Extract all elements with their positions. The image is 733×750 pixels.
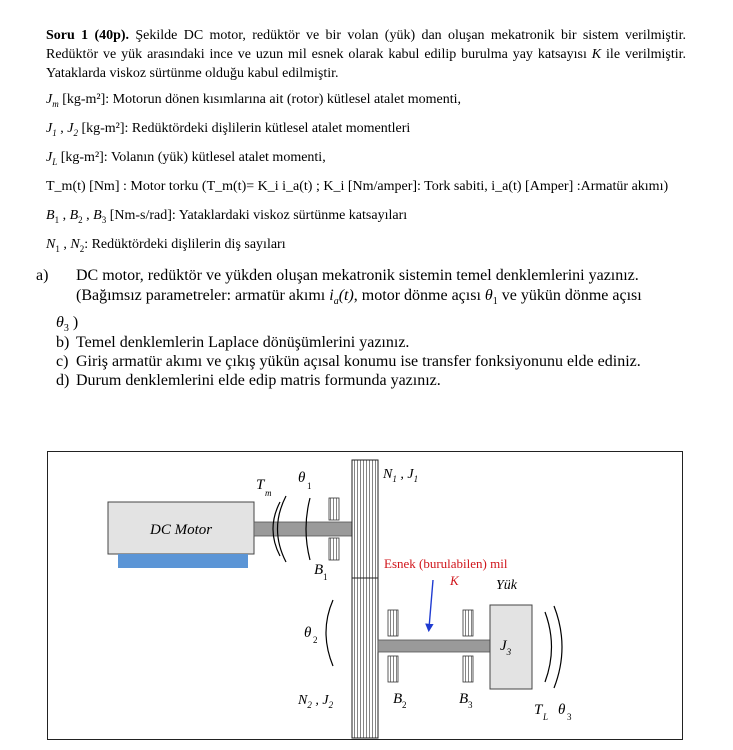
- b2-label: B: [393, 691, 403, 707]
- motor-shaft: [254, 522, 352, 536]
- tl-subscript: L: [543, 712, 549, 722]
- system-diagram: [48, 452, 684, 741]
- question-a: a) DC motor, redüktör ve yükden oluşan mekatronik sistemin temel denklemlerini yazınız. (Bağımsız parametreler: armatür akımı $i_a(t)$, motor dönme açısı $\theta_1$ ve yükün dönme açısı $\theta_3$ ): [36, 267, 642, 335]
- load-label: Yük: [496, 578, 517, 593]
- tm-label: T: [256, 477, 265, 493]
- question-c: [56, 352, 676, 372]
- n1-j1-label: $N_1$ , $J_1$: [383, 467, 419, 484]
- b3-label: B: [459, 691, 469, 707]
- bearing-b1-bottom: [329, 538, 339, 560]
- def-n-text: : Redüktördeki dişlilerin diş sayıları: [84, 237, 286, 252]
- question-d-label: d): [56, 372, 70, 389]
- bearing-b3-top: [463, 610, 473, 636]
- load-torque-arc-2: [554, 606, 562, 688]
- question-a-text: DC motor, redüktör ve yükden oluşan mekatronik sistemin temel denklemlerini yazınız.: [76, 267, 639, 284]
- bearing-b2-bottom: [388, 656, 398, 682]
- tm-subscript: m: [265, 488, 272, 498]
- load-torque-arc-1: [545, 612, 552, 682]
- question-a-label: a): [36, 267, 49, 284]
- bearing-b2-top: [388, 610, 398, 636]
- def-jl-symbol: J: [46, 150, 53, 165]
- def-j1-j2: $J_1$ , $J_2$ [kg-m²]: Redüktördeki dişlilerin kütlesel atalet momentleri: [46, 121, 411, 138]
- problem-title: Soru 1 (40p).: [46, 28, 130, 43]
- question-b: [56, 333, 676, 353]
- theta2-subscript: 2: [313, 635, 318, 645]
- question-a-params-3: ve yükün dönme açısı: [501, 287, 642, 304]
- def-j2-sub: 2: [73, 127, 78, 138]
- theta3-subscript: 3: [567, 712, 572, 722]
- question-a-params-2: , motor dönme açısı: [353, 287, 481, 304]
- intro-k-symbol: K: [591, 47, 602, 62]
- theta1-subscript: 1: [307, 481, 312, 491]
- intro-tail: ile verilmiştir. Yataklarda viskoz sürtünme olduğu kabul edilmiştir.: [46, 47, 687, 81]
- question-d: [56, 371, 676, 391]
- mechatronic-system-figure: [47, 451, 683, 740]
- def-jl-text: [kg-m²]: Volanın (yük) kütlesel atalet momenti,: [57, 150, 326, 165]
- def-jl: [46, 148, 686, 172]
- question-b-label: b): [56, 334, 70, 351]
- theta2-label: θ: [304, 625, 312, 641]
- n2-j2-label: $N_2$ , $J_2$: [298, 693, 334, 710]
- problem-intro: [46, 26, 686, 83]
- bearing-b3-bottom: [463, 656, 473, 682]
- def-jm: [46, 90, 686, 114]
- dc-motor-label: DC Motor: [150, 522, 213, 538]
- def-b: $B_1$ , $B_2$ , $B_3$ [Nm-s/rad]: Yataklardaki viskoz sürtünme katsayıları: [46, 208, 408, 225]
- gear-n1: [352, 460, 378, 578]
- def-jm-sub: m: [52, 98, 59, 109]
- question-a-params-1: (Bağımsız parametreler: armatür akımı: [76, 287, 326, 304]
- def-n: $N_1$ , $N_2$: Redüktördeki dişlilerin diş sayıları: [46, 237, 286, 254]
- flexible-shaft: [378, 640, 490, 652]
- intro-text: Şekilde DC motor, redüktör ve bir volan (yük) dan oluşan mekatronik bir sistem verilmiştir. Redüktör ve yük arasındaki ince ve uzun mil esnek olarak kabul edilip burulma yay katsayısı: [46, 28, 686, 62]
- def-j1-sub: 1: [52, 127, 57, 138]
- b2-subscript: 2: [402, 700, 407, 710]
- def-b-text: [Nm-s/rad]: Yataklardaki viskoz sürtünme katsayıları: [106, 208, 408, 223]
- def-tm-text: T_m(t) [Nm] : Motor torku (T_m(t)= K_i i_a(t) ; K_i [Nm/amper]: Tork sabiti, i_a(t) [Amper] :Armatür akımı): [46, 179, 669, 194]
- motor-base: [118, 554, 248, 568]
- k-label: K: [450, 573, 459, 588]
- def-j1-j2-text: [kg-m²]: Redüktördeki dişlilerin kütlesel atalet momentleri: [77, 121, 411, 136]
- theta1-label: θ: [298, 470, 306, 486]
- k-pointer-arrow: [429, 580, 433, 628]
- def-j2-symbol: J: [67, 121, 74, 136]
- j3-label: $J_3$: [500, 638, 512, 657]
- def-j1-symbol: J: [46, 121, 53, 136]
- question-b-text: Temel denklemlerin Laplace dönüşümlerini yazınız.: [76, 334, 410, 351]
- tl-label: T: [534, 702, 543, 718]
- question-c-text: Giriş armatür akımı ve çıkış yükün açısal konumu ise transfer fonksiyonunu elde ediniz.: [76, 353, 641, 370]
- theta2-arc: [326, 600, 333, 666]
- b1-subscript: 1: [323, 572, 328, 582]
- flexible-shaft-label: Esnek (burulabilen) mil: [384, 556, 508, 571]
- b3-subscript: 3: [468, 700, 473, 710]
- question-c-label: c): [56, 353, 69, 370]
- gear-n2: [352, 578, 378, 738]
- def-jl-sub: L: [52, 156, 58, 167]
- def-tm: [46, 177, 686, 196]
- def-jm-text: [kg-m²]: Motorun dönen kısımlarına ait (rotor) kütlesel atalet momenti,: [58, 92, 462, 107]
- bearing-b1-top: [329, 498, 339, 520]
- theta3-label: θ: [558, 702, 566, 718]
- question-d-text: Durum denklemlerini elde edip matris formunda yazınız.: [76, 372, 441, 389]
- b1-label: B: [314, 562, 324, 578]
- def-jm-symbol: J: [46, 92, 53, 107]
